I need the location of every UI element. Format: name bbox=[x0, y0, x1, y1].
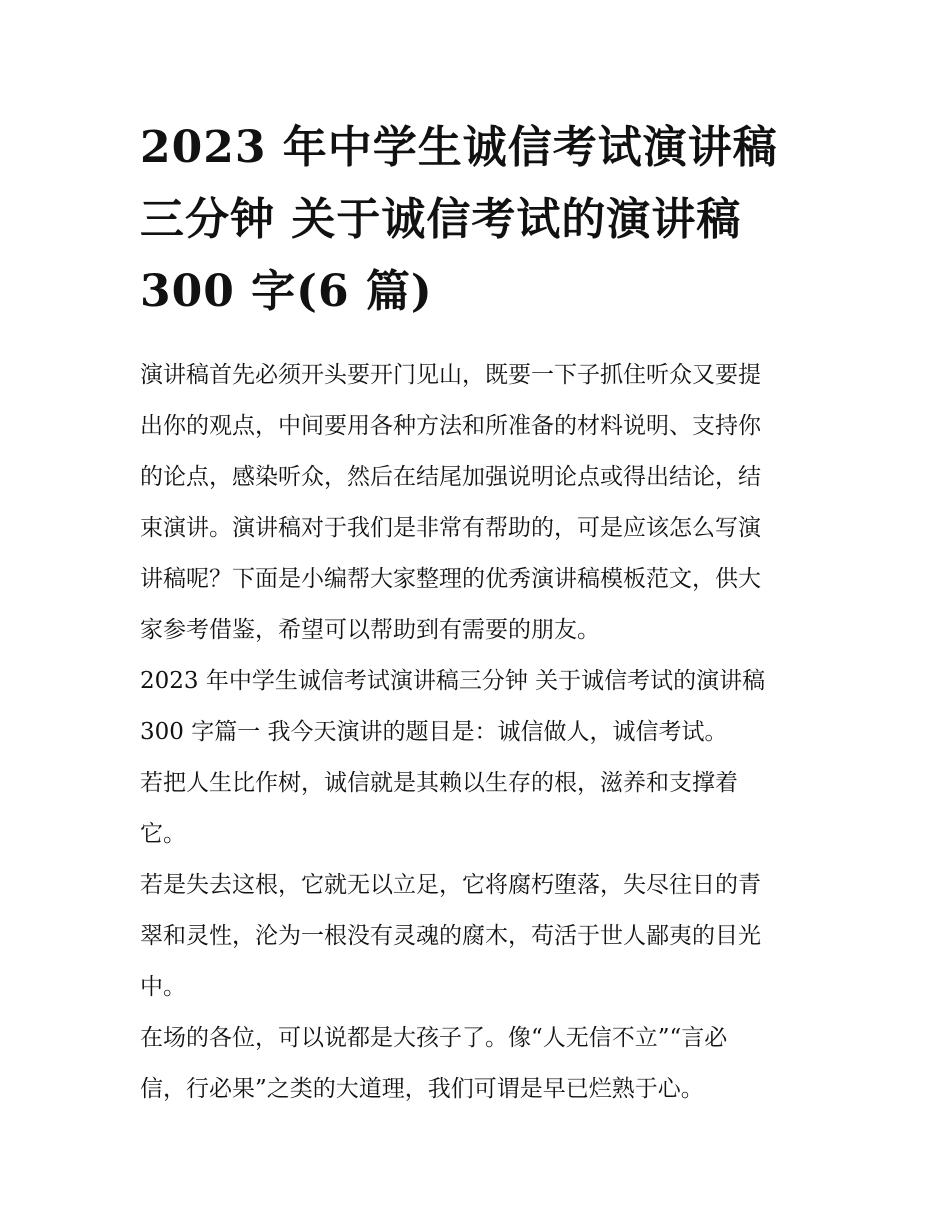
text-line: 演讲稿首先必须开头要开门见山，既要一下子抓住听众又要提 bbox=[140, 362, 761, 388]
text-line: 若是失去这根，它就无以立足，它将腐朽堕落，失尽往日的青 bbox=[140, 872, 761, 898]
text-line: 的论点，感染听众，然后在结尾加强说明论点或得出结论，结 bbox=[140, 464, 761, 490]
text-line: 翠和灵性，沦为一根没有灵魂的腐木，苟活于世人鄙夷的目光 bbox=[140, 923, 761, 949]
text-line: 在场的各位，可以说都是大孩子了。像“人无信不立”“言必 bbox=[140, 1025, 728, 1051]
text-line: 家参考借鉴，希望可以帮助到有需要的朋友。 bbox=[140, 617, 600, 643]
section-heading-paragraph bbox=[140, 656, 820, 758]
document-title bbox=[140, 112, 820, 328]
intro-paragraph bbox=[140, 350, 820, 656]
body-paragraph bbox=[140, 860, 820, 1013]
document-content bbox=[140, 112, 820, 1115]
body-paragraph bbox=[140, 1013, 820, 1115]
text-line: 2023 年中学生诚信考试演讲稿三分钟 关于诚信考试的演讲稿 bbox=[140, 668, 766, 694]
text-line: 讲稿呢？下面是小编帮大家整理的优秀演讲稿模板范文，供大 bbox=[140, 566, 761, 592]
text-line: 束演讲。演讲稿对于我们是非常有帮助的，可是应该怎么写演 bbox=[140, 515, 761, 541]
title-line: 300 字(6 篇) bbox=[140, 266, 433, 317]
text-line: 中。 bbox=[140, 974, 186, 1000]
document-body bbox=[140, 350, 820, 1115]
text-line: 信，行必果”之类的大道理，我们可谓是早已烂熟于心。 bbox=[140, 1076, 704, 1102]
title-line: 2023 年中学生诚信考试演讲稿 bbox=[140, 122, 778, 173]
title-line: 三分钟 关于诚信考试的演讲稿 bbox=[140, 194, 742, 245]
text-line: 它。 bbox=[140, 821, 186, 847]
body-paragraph bbox=[140, 758, 820, 860]
text-line: 若把人生比作树，诚信就是其赖以生存的根，滋养和支撑着 bbox=[140, 770, 738, 796]
text-line: 出你的观点，中间要用各种方法和所准备的材料说明、支持你 bbox=[140, 413, 761, 439]
text-line: 300 字篇一 我今天演讲的题目是：诚信做人，诚信考试。 bbox=[140, 719, 728, 745]
